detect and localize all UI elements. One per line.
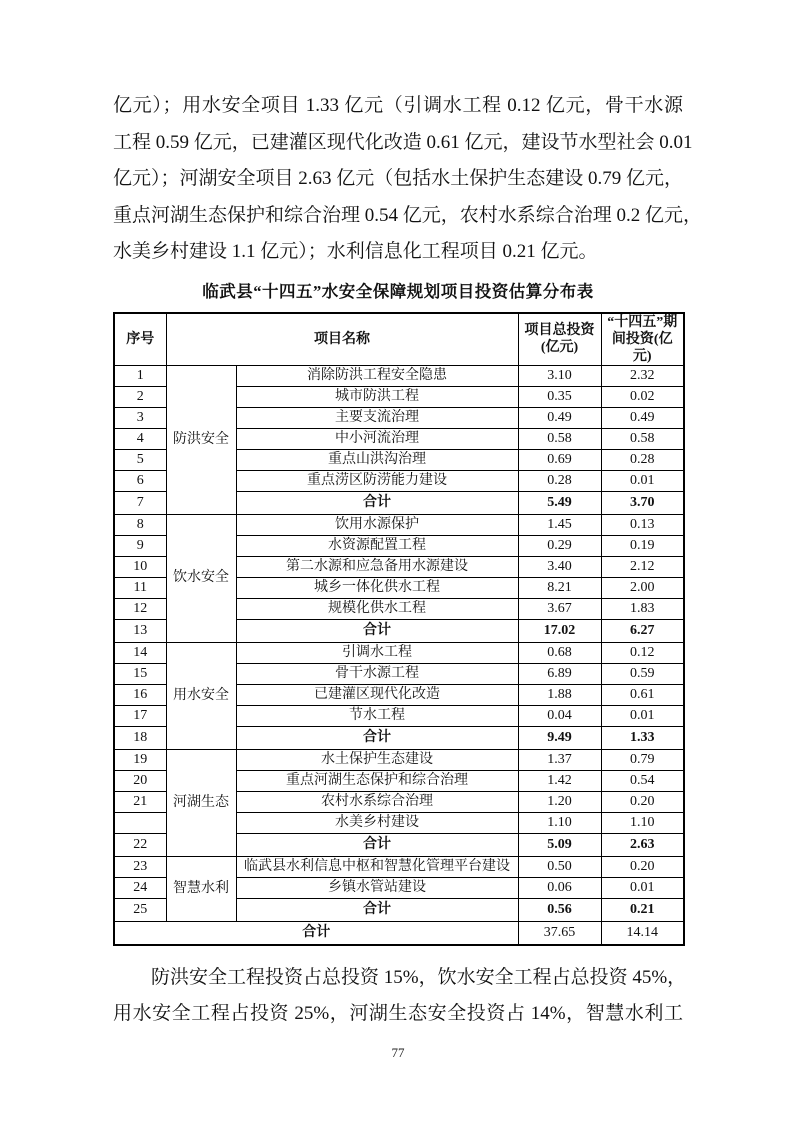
project-name-cell: 水资源配置工程	[236, 535, 518, 556]
grand-total-row	[114, 921, 684, 945]
serial-cell: 14	[114, 642, 166, 663]
total-investment-cell: 5.09	[518, 833, 601, 856]
serial-cell: 10	[114, 556, 166, 577]
table-row	[114, 365, 684, 386]
intro-line: 工程 0.59 亿元，已建灌区现代化改造 0.61 亿元，建设节水型社会 0.01	[113, 131, 693, 153]
category-cell: 饮水安全	[166, 514, 236, 642]
project-name-cell: 城乡一体化供水工程	[236, 577, 518, 598]
total-investment-cell: 3.10	[518, 365, 601, 386]
project-name-cell: 城市防洪工程	[236, 386, 518, 407]
period-investment-cell: 0.01	[601, 705, 684, 726]
serial-cell: 15	[114, 663, 166, 684]
project-name-cell: 第二水源和应急备用水源建设	[236, 556, 518, 577]
total-investment-cell: 3.40	[518, 556, 601, 577]
total-investment-cell: 9.49	[518, 726, 601, 749]
project-name-cell: 骨干水源工程	[236, 663, 518, 684]
project-name-cell: 节水工程	[236, 705, 518, 726]
table-body	[114, 365, 684, 945]
serial-cell: 7	[114, 491, 166, 514]
period-investment-cell: 0.49	[601, 407, 684, 428]
total-investment-cell: 0.58	[518, 428, 601, 449]
project-name-cell: 已建灌区现代化改造	[236, 684, 518, 705]
serial-cell: 23	[114, 856, 166, 877]
period-investment-cell: 0.01	[601, 470, 684, 491]
serial-cell: 20	[114, 770, 166, 791]
total-investment-cell: 0.28	[518, 470, 601, 491]
total-investment-cell: 5.49	[518, 491, 601, 514]
grand-period-investment-cell: 14.14	[601, 921, 684, 945]
total-investment-cell: 0.06	[518, 877, 601, 898]
period-investment-cell: 0.21	[601, 898, 684, 921]
table-row	[114, 642, 684, 663]
project-name-cell: 水土保护生态建设	[236, 749, 518, 770]
period-investment-cell: 2.32	[601, 365, 684, 386]
period-investment-cell: 0.61	[601, 684, 684, 705]
project-name-cell: 临武县水利信息中枢和智慧化管理平台建设	[236, 856, 518, 877]
grand-total-label-cell: 合计	[114, 921, 518, 945]
serial-cell: 25	[114, 898, 166, 921]
period-investment-cell: 0.19	[601, 535, 684, 556]
closing-line: 用水安全工程占投资 25%，河湖生态安全投资占 14%，智慧水利工	[113, 1003, 683, 1024]
period-investment-cell: 0.28	[601, 449, 684, 470]
closing-line: 防洪安全工程投资占总投资 15%，饮水安全工程占总投资 45%，	[151, 966, 687, 988]
serial-cell: 12	[114, 598, 166, 619]
period-investment-cell: 3.70	[601, 491, 684, 514]
project-name-cell: 合计	[236, 726, 518, 749]
period-investment-cell: 0.54	[601, 770, 684, 791]
header-period-investment: “十四五”期间投资(亿元)	[601, 313, 684, 366]
project-name-cell: 重点山洪沟治理	[236, 449, 518, 470]
period-investment-cell: 2.00	[601, 577, 684, 598]
serial-cell: 9	[114, 535, 166, 556]
period-investment-cell: 1.10	[601, 812, 684, 833]
serial-cell: 1	[114, 365, 166, 386]
project-name-cell: 合计	[236, 619, 518, 642]
period-investment-cell: 1.83	[601, 598, 684, 619]
closing-paragraph	[113, 960, 687, 1033]
total-investment-cell: 0.50	[518, 856, 601, 877]
header-row	[114, 313, 684, 366]
period-investment-cell: 0.01	[601, 877, 684, 898]
total-investment-cell: 0.35	[518, 386, 601, 407]
serial-cell: 17	[114, 705, 166, 726]
period-investment-cell: 0.58	[601, 428, 684, 449]
project-name-cell: 消除防洪工程安全隐患	[236, 365, 518, 386]
table-title: 临武县“十四五”水安全保障规划项目投资估算分布表	[202, 281, 594, 301]
period-investment-cell: 0.20	[601, 856, 684, 877]
period-investment-cell: 0.13	[601, 514, 684, 535]
project-name-cell: 乡镇水管站建设	[236, 877, 518, 898]
total-investment-cell: 1.20	[518, 791, 601, 812]
total-investment-cell: 8.21	[518, 577, 601, 598]
period-investment-cell: 1.33	[601, 726, 684, 749]
project-name-cell: 饮用水源保护	[236, 514, 518, 535]
total-investment-cell: 1.10	[518, 812, 601, 833]
header-total-investment: 项目总投资(亿元)	[518, 313, 601, 366]
intro-line: 水美乡村建设 1.1 亿元）；水利信息化工程项目 0.21 亿元。	[113, 241, 598, 262]
table-header	[114, 313, 684, 366]
intro-line: 亿元）；用水安全项目 1.33 亿元（引调水工程 0.12 亿元，骨干水源	[113, 95, 683, 116]
total-investment-cell: 17.02	[518, 619, 601, 642]
intro-line: 重点河湖生态保护和综合治理 0.54 亿元，农村水系综合治理 0.2 亿元，	[113, 204, 703, 226]
project-name-cell: 规模化供水工程	[236, 598, 518, 619]
serial-cell: 4	[114, 428, 166, 449]
intro-line: 亿元）；河湖安全项目 2.63 亿元（包括水土保护生态建设 0.79 亿元，	[113, 168, 684, 189]
serial-cell: 19	[114, 749, 166, 770]
intro-paragraph	[113, 88, 703, 271]
total-investment-cell: 0.56	[518, 898, 601, 921]
project-name-cell: 主要支流治理	[236, 407, 518, 428]
serial-cell: 16	[114, 684, 166, 705]
project-name-cell: 水美乡村建设	[236, 812, 518, 833]
category-cell: 防洪安全	[166, 365, 236, 514]
serial-cell: 6	[114, 470, 166, 491]
grand-total-investment-cell: 37.65	[518, 921, 601, 945]
total-investment-cell: 1.88	[518, 684, 601, 705]
project-name-cell: 重点涝区防涝能力建设	[236, 470, 518, 491]
project-name-cell: 合计	[236, 491, 518, 514]
category-cell: 智慧水利	[166, 856, 236, 921]
total-investment-cell: 3.67	[518, 598, 601, 619]
table-row	[114, 749, 684, 770]
total-investment-cell: 0.29	[518, 535, 601, 556]
project-name-cell: 合计	[236, 898, 518, 921]
serial-cell: 21	[114, 791, 166, 812]
project-name-cell: 重点河湖生态保护和综合治理	[236, 770, 518, 791]
period-investment-cell: 0.12	[601, 642, 684, 663]
project-name-cell: 农村水系综合治理	[236, 791, 518, 812]
period-investment-cell: 0.20	[601, 791, 684, 812]
period-investment-cell: 0.02	[601, 386, 684, 407]
total-investment-cell: 6.89	[518, 663, 601, 684]
header-serial: 序号	[114, 313, 166, 366]
investment-table	[113, 312, 685, 946]
period-investment-cell: 2.63	[601, 833, 684, 856]
serial-cell	[114, 812, 166, 833]
period-investment-cell: 0.79	[601, 749, 684, 770]
category-cell: 用水安全	[166, 642, 236, 749]
serial-cell: 24	[114, 877, 166, 898]
header-project-name: 项目名称	[166, 313, 518, 366]
total-investment-cell: 1.42	[518, 770, 601, 791]
serial-cell: 22	[114, 833, 166, 856]
serial-cell: 3	[114, 407, 166, 428]
total-investment-cell: 0.04	[518, 705, 601, 726]
total-investment-cell: 0.69	[518, 449, 601, 470]
page-number: 77	[391, 1044, 405, 1060]
period-investment-cell: 2.12	[601, 556, 684, 577]
period-investment-cell: 6.27	[601, 619, 684, 642]
table-row	[114, 514, 684, 535]
serial-cell: 8	[114, 514, 166, 535]
period-investment-cell: 0.59	[601, 663, 684, 684]
project-name-cell: 合计	[236, 833, 518, 856]
project-name-cell: 中小河流治理	[236, 428, 518, 449]
serial-cell: 18	[114, 726, 166, 749]
serial-cell: 5	[114, 449, 166, 470]
total-investment-cell: 1.45	[518, 514, 601, 535]
project-name-cell: 引调水工程	[236, 642, 518, 663]
category-cell: 河湖生态	[166, 749, 236, 856]
total-investment-cell: 1.37	[518, 749, 601, 770]
table-row	[114, 856, 684, 877]
total-investment-cell: 0.49	[518, 407, 601, 428]
serial-cell: 11	[114, 577, 166, 598]
serial-cell: 13	[114, 619, 166, 642]
total-investment-cell: 0.68	[518, 642, 601, 663]
serial-cell: 2	[114, 386, 166, 407]
